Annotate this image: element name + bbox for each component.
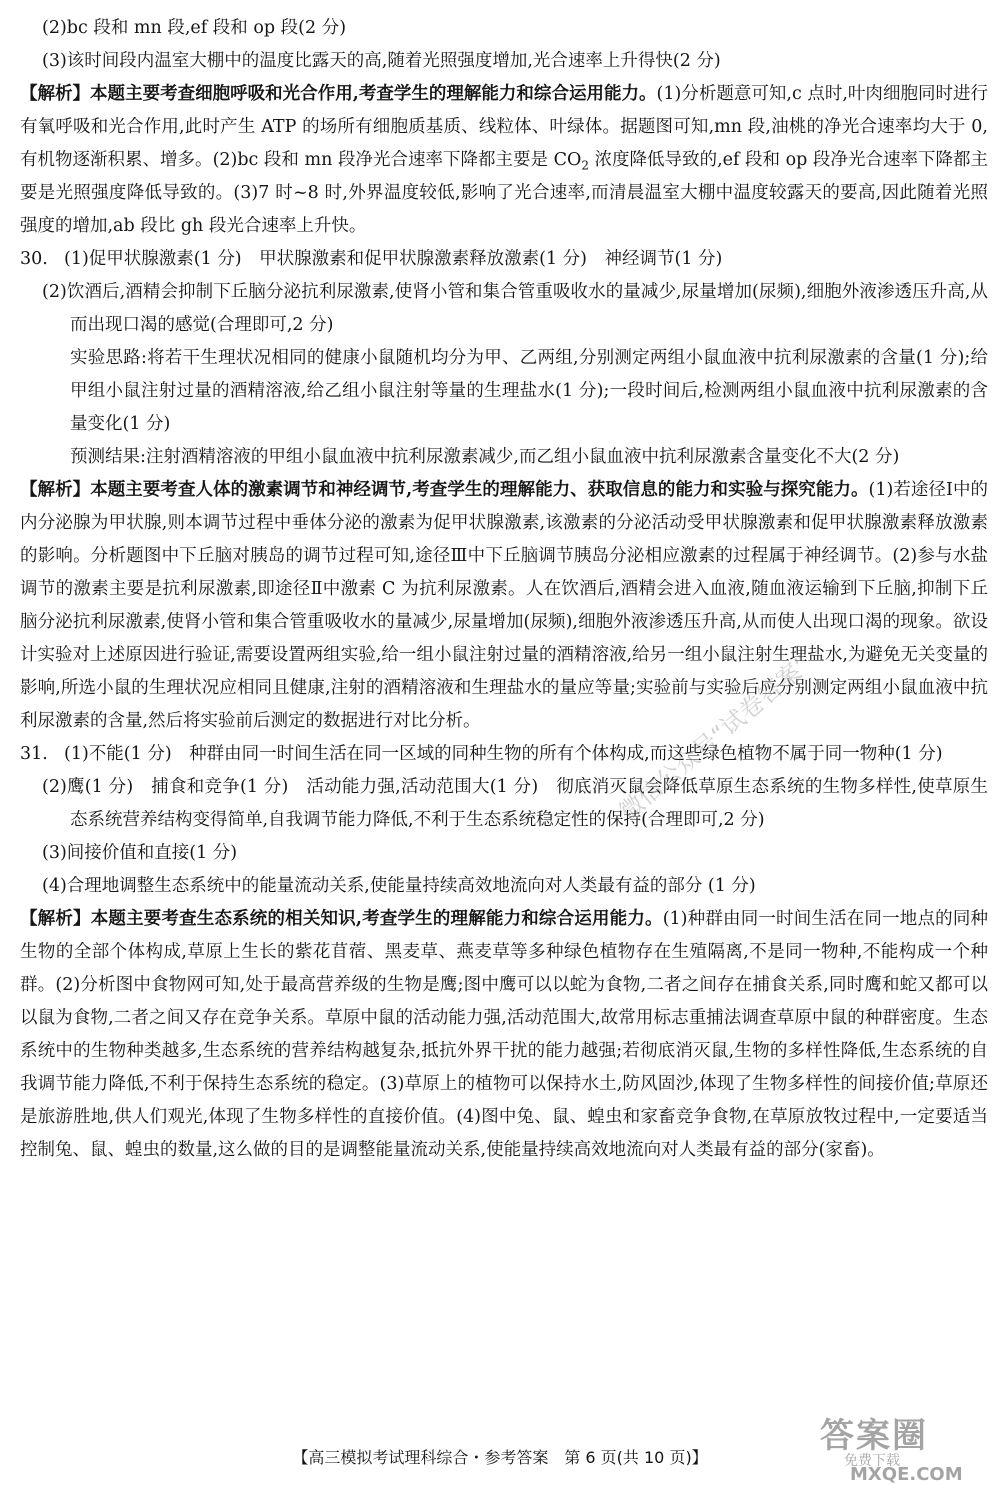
answer-31-3: (3)间接价值和直接(1 分) <box>42 843 238 863</box>
explanation-31-heading: 【解析】本题主要考查生态系统的相关知识,考查学生的理解能力和综合运用能力。 <box>20 909 663 929</box>
answer-31-1 <box>20 738 988 771</box>
explanation-30 <box>20 474 988 738</box>
answer-31-2: (2)鹰(1 分) 捕食和竞争(1 分) 活动能力强,活动范围大(1 分) 彻底消灭鼠会降低草原生态系统的生物多样性,使草原生态系统营养结构变得简单,自我调节能力降低,不利于生态系统稳定性的保持(合理即可,2 分) <box>42 777 988 830</box>
answer-30-2: (2)饮酒后,酒精会抑制下丘脑分泌抗利尿激素,使肾小管和集合管重吸收水的量减少,尿量增加(尿频),细胞外液渗透压升高,从而出现口渴的感觉(合理即可,2 分) <box>42 282 988 335</box>
explanation-29-subscript: 2 <box>581 158 589 173</box>
explanation-29-text-1: (1)分析题意可知,c 点时,叶肉细胞同时进行有氧呼吸和光合作用,此时产生 ATP 的场所有细胞质基质、线粒体、叶绿体。据题图可知,mn 段,油桃的净光合速率均大于 0,有机物逐渐积累、增多。(2)bc 段和 mn 段净光合速率下降都主要是 CO <box>20 84 988 170</box>
explanation-31 <box>20 903 988 1167</box>
explanation-29-text-2: 浓度降低导致的,ef 段和 op 段净光合速率下降都主要是光照强度降低导致的。(3)7 时~8 时,外界温度较低,影响了光合速率,而清晨温室大棚中温度较露天的要高,因此随着光照强度的增加,ab 段比 gh 段光合速率上升快。 <box>20 150 988 236</box>
answer-31-4: (4)合理地调整生态系统中的能量流动关系,使能量持续高效地流向对人类最有益的部分 (1 分) <box>42 876 756 896</box>
answer-30-1-text: (1)促甲状腺激素(1 分) 甲状腺激素和促甲状腺激素释放激素(1 分) 神经调节(1 分) <box>64 249 723 269</box>
logo-subtitle: 免费下载 <box>844 1453 900 1469</box>
site-logo <box>810 1400 990 1484</box>
logo-url: MXQE.COM <box>850 1464 963 1485</box>
answer-31-1-text: (1)不能(1 分) 种群由同一时间生活在同一区域的同种生物的所有个体构成,而这些绿色植物不属于同一物种(1 分) <box>64 744 943 764</box>
explanation-29 <box>20 78 988 243</box>
question-number-31: 31. <box>20 744 48 764</box>
question-number-30: 30. <box>20 249 48 269</box>
logo-title: 答案圈 <box>820 1416 928 1456</box>
explanation-29-heading: 【解析】本题主要考查细胞呼吸和光合作用,考查学生的理解能力和综合运用能力。 <box>20 84 657 104</box>
answer-30-prediction: 预测结果:注射酒精溶液的甲组小鼠血液中抗利尿激素减少,而乙组小鼠血液中抗利尿激素含量变化不大(2 分) <box>70 447 900 467</box>
wechat-watermark: 微信公众号“试卷答案” <box>613 649 817 827</box>
explanation-31-text: (1)种群由同一时间生活在同一地点的同种生物的全部个体构成,草原上生长的紫花苜蓿、黑麦草、燕麦草等多种绿色植物存在生殖隔离,不是同一物种,不能构成一个种群。(2)分析图中食物网可知,处于最高营养级的生物是鹰;图中鹰可以以蛇为食物,二者之间存在捕食关系,同时鹰和蛇又都可以以鼠为食物,二者之间又存在竞争关系。草原中鼠的活动能力强,活动范围大,故常用标志重捕法调查草原中鼠的种群密度。生态系统中的生物种类越多,生态系统的营养结构越复杂,抵抗外界干扰的能力越强;若彻底消灭鼠,生物的多样性降低,生态系统的自我调节能力降低,不利于保持生态系统的稳定。(3)草原上的植物可以保持水土,防风固沙,体现了生物多样性的间接价值;草原还是旅游胜地,供人们观光,体现了生物多样性的直接价值。(4)图中兔、鼠、蝗虫和家畜竞争食物,在草原放牧过程中,一定要适当控制兔、鼠、蝗虫的数量,这么做的目的是调整能量流动关系,使能量持续高效地流向对人类最有益的部分(家畜)。 <box>20 909 989 1160</box>
answer-30-1 <box>20 243 988 276</box>
answer-29-2: (2)bc 段和 mn 段,ef 段和 op 段(2 分) <box>42 18 347 38</box>
explanation-30-heading: 【解析】本题主要考查人体的激素调节和神经调节,考查学生的理解能力、获取信息的能力和实验与探究能力。 <box>20 480 869 500</box>
answer-29-3: (3)该时间段内温室大棚中的温度比露天的高,随着光照强度增加,光合速率上升得快(2 分) <box>42 51 721 71</box>
page-content <box>20 12 988 1167</box>
answer-30-experiment: 实验思路:将若干生理状况相同的健康小鼠随机均分为甲、乙两组,分别测定两组小鼠血液中抗利尿激素的含量(1 分);给甲组小鼠注射过量的酒精溶液,给乙组小鼠注射等量的生理盐水(1 分);一段时间后,检测两组小鼠血液中抗利尿激素的含量变化(1 分) <box>70 348 988 434</box>
page-footer: 【高三模拟考试理科综合・参考答案 第 6 页(共 10 页)】 <box>292 1448 708 1467</box>
explanation-30-text: (1)若途径Ⅰ中的内分泌腺为甲状腺,则本调节过程中垂体分泌的激素为促甲状腺激素,该激素的分泌活动受甲状腺激素和促甲状腺激素释放激素的影响。分析题图中下丘脑对胰岛的调节过程可知,途径Ⅲ中下丘脑调节胰岛分泌相应激素的过程属于神经调节。(2)参与水盐调节的激素主要是抗利尿激素,即途径Ⅱ中激素 C 为抗利尿激素。人在饮酒后,酒精会进入血液,随血液运输到下丘脑,抑制下丘脑分泌抗利尿激素,使肾小管和集合管重吸收水的量减少,尿量增加(尿频),细胞外液渗透压升高,从而使人出现口渴的现象。欲设计实验对上述原因进行验证,需要设置两组实验,给一组小鼠注射过量的酒精溶液,给另一组小鼠注射生理盐水,为避免无关变量的影响,所选小鼠的生理状况应相同且健康,注射的酒精溶液和生理盐水的量应等量;实验前与实验后应分别测定两组小鼠血液中抗利尿激素的含量,然后将实验前后测定的数据进行对比分析。 <box>20 480 988 731</box>
